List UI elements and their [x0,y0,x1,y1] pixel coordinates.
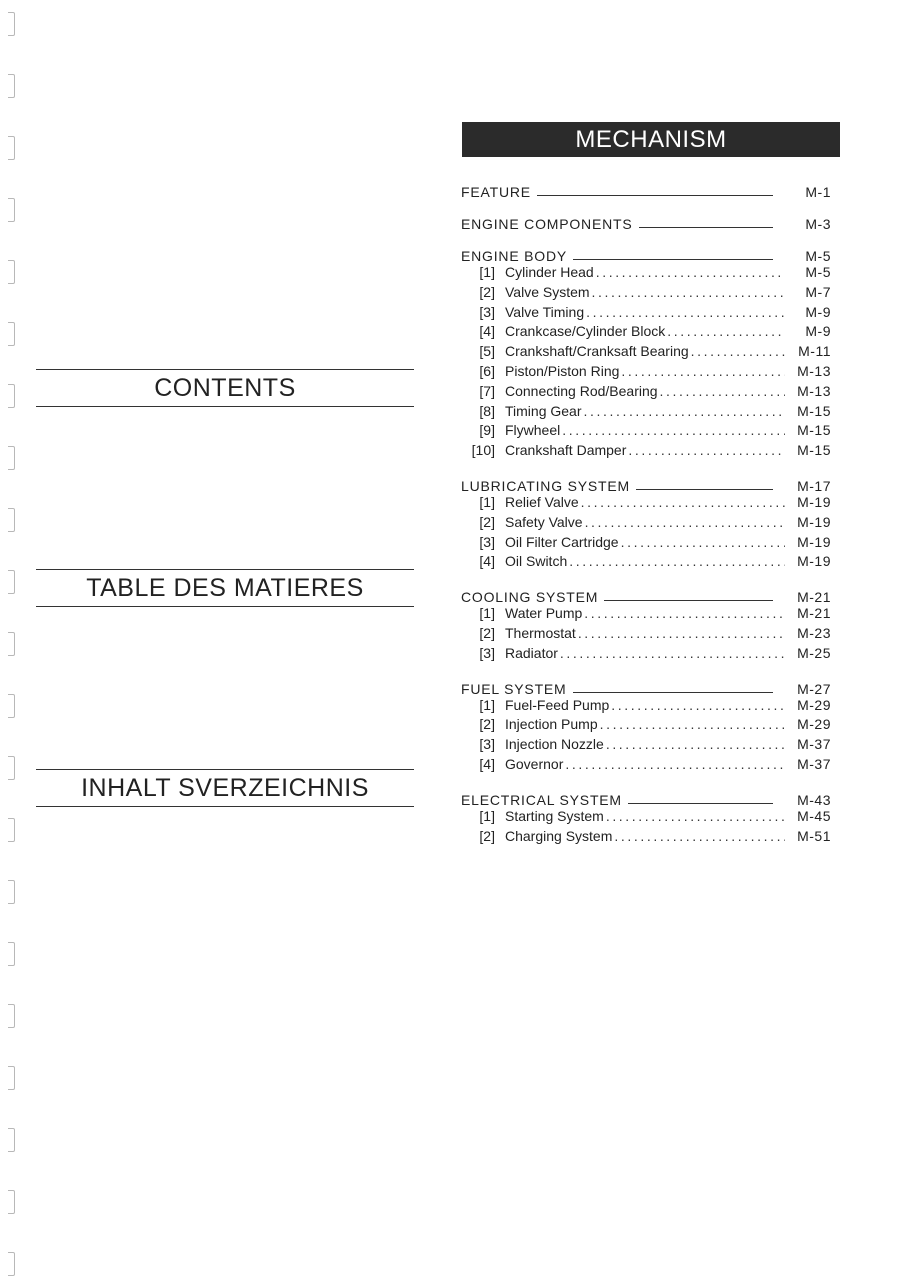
toc-item [461,756,831,776]
section-title: COOLING SYSTEM [461,589,599,606]
toc-item [461,553,831,573]
binder-hole-mark [8,1190,15,1214]
dot-leader [578,625,785,641]
item-title: Injection Nozzle [505,736,604,753]
item-number: [1] [479,696,495,713]
section-rule [636,489,773,490]
item-title: Crankshaft Damper [505,442,627,459]
dot-leader [621,534,785,550]
binder-hole-mark [8,756,15,780]
binder-hole-mark [8,632,15,656]
item-page-number: M-45 [797,807,831,824]
toc-item [461,645,831,665]
toc-item [461,514,831,534]
section-title: LUBRICATING SYSTEM [461,477,630,494]
item-page-number: M-11 [798,343,831,360]
dot-leader [584,403,785,419]
item-number: [10] [471,442,495,459]
binder-hole-mark [8,136,15,160]
toc-item [461,808,831,828]
toc-section [461,180,831,200]
dot-leader [560,645,785,661]
item-page-number: M-51 [797,827,831,844]
item-page-number: M-21 [797,605,831,622]
item-title: Connecting Rod/Bearing [505,382,658,399]
dot-leader [606,736,785,752]
toc-section [461,788,831,848]
toc-section [461,585,831,664]
toc-item [461,625,831,645]
toc-section-heading [461,585,831,605]
item-title: Relief Valve [505,493,579,510]
dot-leader [596,264,785,280]
heading-contents: CONTENTS [36,369,414,407]
section-page-number: M-5 [805,248,831,264]
item-page-number: M-19 [797,553,831,570]
binder-hole-mark [8,1004,15,1028]
binder-hole-mark [8,12,15,36]
item-number: [3] [479,303,495,320]
item-number: [9] [479,422,495,439]
item-page-number: M-7 [805,283,831,300]
mechanism-banner: MECHANISM [462,122,840,157]
binder-hole-mark [8,384,15,408]
item-number: [1] [479,493,495,510]
toc-item [461,403,831,423]
toc-item [461,343,831,363]
item-page-number: M-5 [805,264,831,280]
item-number: [3] [479,533,495,550]
item-number: [3] [479,736,495,753]
item-page-number: M-19 [797,493,831,510]
item-title: Piston/Piston Ring [505,362,620,379]
dot-leader [581,494,785,510]
item-number: [6] [479,362,495,379]
dot-leader [628,442,785,458]
dot-leader [660,383,785,399]
item-number: [4] [479,755,495,772]
item-title: Safety Valve [505,513,583,530]
item-title: Oil Filter Cartridge [505,533,619,550]
section-page-number: M-43 [797,791,831,808]
binder-hole-mark [8,446,15,470]
section-page-number: M-1 [805,184,831,200]
toc-item [461,284,831,304]
toc-section-heading [461,212,831,232]
binder-hole-mark [8,508,15,532]
item-title: Charging System [505,827,613,844]
toc-item [461,323,831,343]
item-title: Crankshaft/Cranksaft Bearing [505,343,689,360]
dot-leader [569,553,785,569]
toc-item [461,828,831,848]
item-page-number: M-9 [805,323,831,340]
dot-leader [667,323,785,339]
toc-item [461,494,831,514]
item-number: [2] [479,283,495,300]
dot-leader [584,605,785,621]
binder-hole-mark [8,694,15,718]
item-page-number: M-29 [797,696,831,713]
section-rule [628,803,773,804]
section-page-number: M-17 [797,477,831,494]
item-number: [2] [479,513,495,530]
item-title: Starting System [505,807,604,824]
dot-leader [691,343,785,359]
item-number: [2] [479,827,495,844]
section-title: ENGINE BODY [461,248,568,264]
toc-item [461,422,831,442]
dot-leader [611,697,785,713]
dot-leader [600,716,785,732]
item-number: [2] [479,624,495,641]
dot-leader [606,808,785,824]
item-number: [4] [479,553,495,570]
toc-item [461,534,831,554]
item-number: [5] [479,343,495,360]
toc-item [461,697,831,717]
item-number: [4] [479,323,495,340]
toc-item [461,716,831,736]
item-page-number: M-37 [797,736,831,753]
dot-leader [586,304,785,320]
table-of-contents [461,180,831,859]
dot-leader [585,514,785,530]
binder-hole-mark [8,570,15,594]
item-title: Crankcase/Cylinder Block [505,323,666,340]
section-title: FEATURE [461,184,531,200]
heading-table-des-matieres: TABLE DES MATIERES [36,569,414,607]
toc-section [461,677,831,776]
item-page-number: M-13 [797,382,831,399]
item-page-number: M-29 [797,716,831,733]
item-page-number: M-25 [797,644,831,661]
binder-hole-mark [8,880,15,904]
item-title: Flywheel [505,422,561,439]
toc-section-heading [461,474,831,494]
item-number: [3] [479,644,495,661]
toc-section-heading [461,788,831,808]
item-page-number: M-13 [797,362,831,379]
item-title: Fuel-Feed Pump [505,696,610,713]
binder-hole-mark [8,1128,15,1152]
item-title: Thermostat [505,624,576,641]
item-title: Injection Pump [505,716,598,733]
binder-hole-mark [8,198,15,222]
item-page-number: M-15 [797,422,831,439]
section-rule [573,259,773,260]
item-title: Cylinder Head [505,264,594,280]
toc-section-heading [461,677,831,697]
item-page-number: M-23 [797,624,831,641]
section-title: ENGINE COMPONENTS [461,216,633,232]
toc-section [461,244,831,462]
dot-leader [565,756,785,772]
item-page-number: M-37 [797,755,831,772]
section-page-number: M-3 [805,216,831,232]
section-page-number: M-27 [797,680,831,697]
item-title: Valve System [505,283,590,300]
toc-section [461,474,831,573]
section-rule [573,692,773,693]
section-title: ELECTRICAL SYSTEM [461,791,622,808]
toc-item [461,264,831,284]
dot-leader [562,422,785,438]
toc-item [461,383,831,403]
binder-hole-mark [8,1252,15,1276]
binder-hole-mark [8,1066,15,1090]
section-rule [537,195,773,196]
item-title: Radiator [505,644,558,661]
item-title: Oil Switch [505,553,568,570]
section-rule [639,227,773,228]
item-page-number: M-9 [805,303,831,320]
item-title: Water Pump [505,605,583,622]
item-number: [1] [479,605,495,622]
toc-item [461,304,831,324]
binder-hole-mark [8,942,15,966]
item-page-number: M-15 [797,442,831,459]
section-title: FUEL SYSTEM [461,680,567,697]
dot-leader [621,363,785,379]
toc-item [461,363,831,383]
toc-section-heading [461,180,831,200]
binder-hole-mark [8,260,15,284]
item-title: Valve Timing [505,303,585,320]
section-rule [604,600,773,601]
binder-hole-mark [8,74,15,98]
toc-item [461,605,831,625]
item-title: Timing Gear [505,402,582,419]
item-page-number: M-19 [797,533,831,550]
item-number: [8] [479,402,495,419]
heading-inhalt-sverzeichnis: INHALT SVERZEICHNIS [36,769,414,807]
toc-section [461,212,831,232]
item-page-number: M-15 [797,402,831,419]
dot-leader [614,828,785,844]
dot-leader [592,284,785,300]
item-page-number: M-19 [797,513,831,530]
item-number: [2] [479,716,495,733]
toc-section-heading [461,244,831,264]
toc-item [461,736,831,756]
item-number: [1] [479,264,495,280]
binder-hole-mark [8,322,15,346]
binder-hole-mark [8,818,15,842]
section-page-number: M-21 [797,589,831,606]
toc-item [461,442,831,462]
item-number: [1] [479,807,495,824]
item-number: [7] [479,382,495,399]
item-title: Governor [505,755,564,772]
